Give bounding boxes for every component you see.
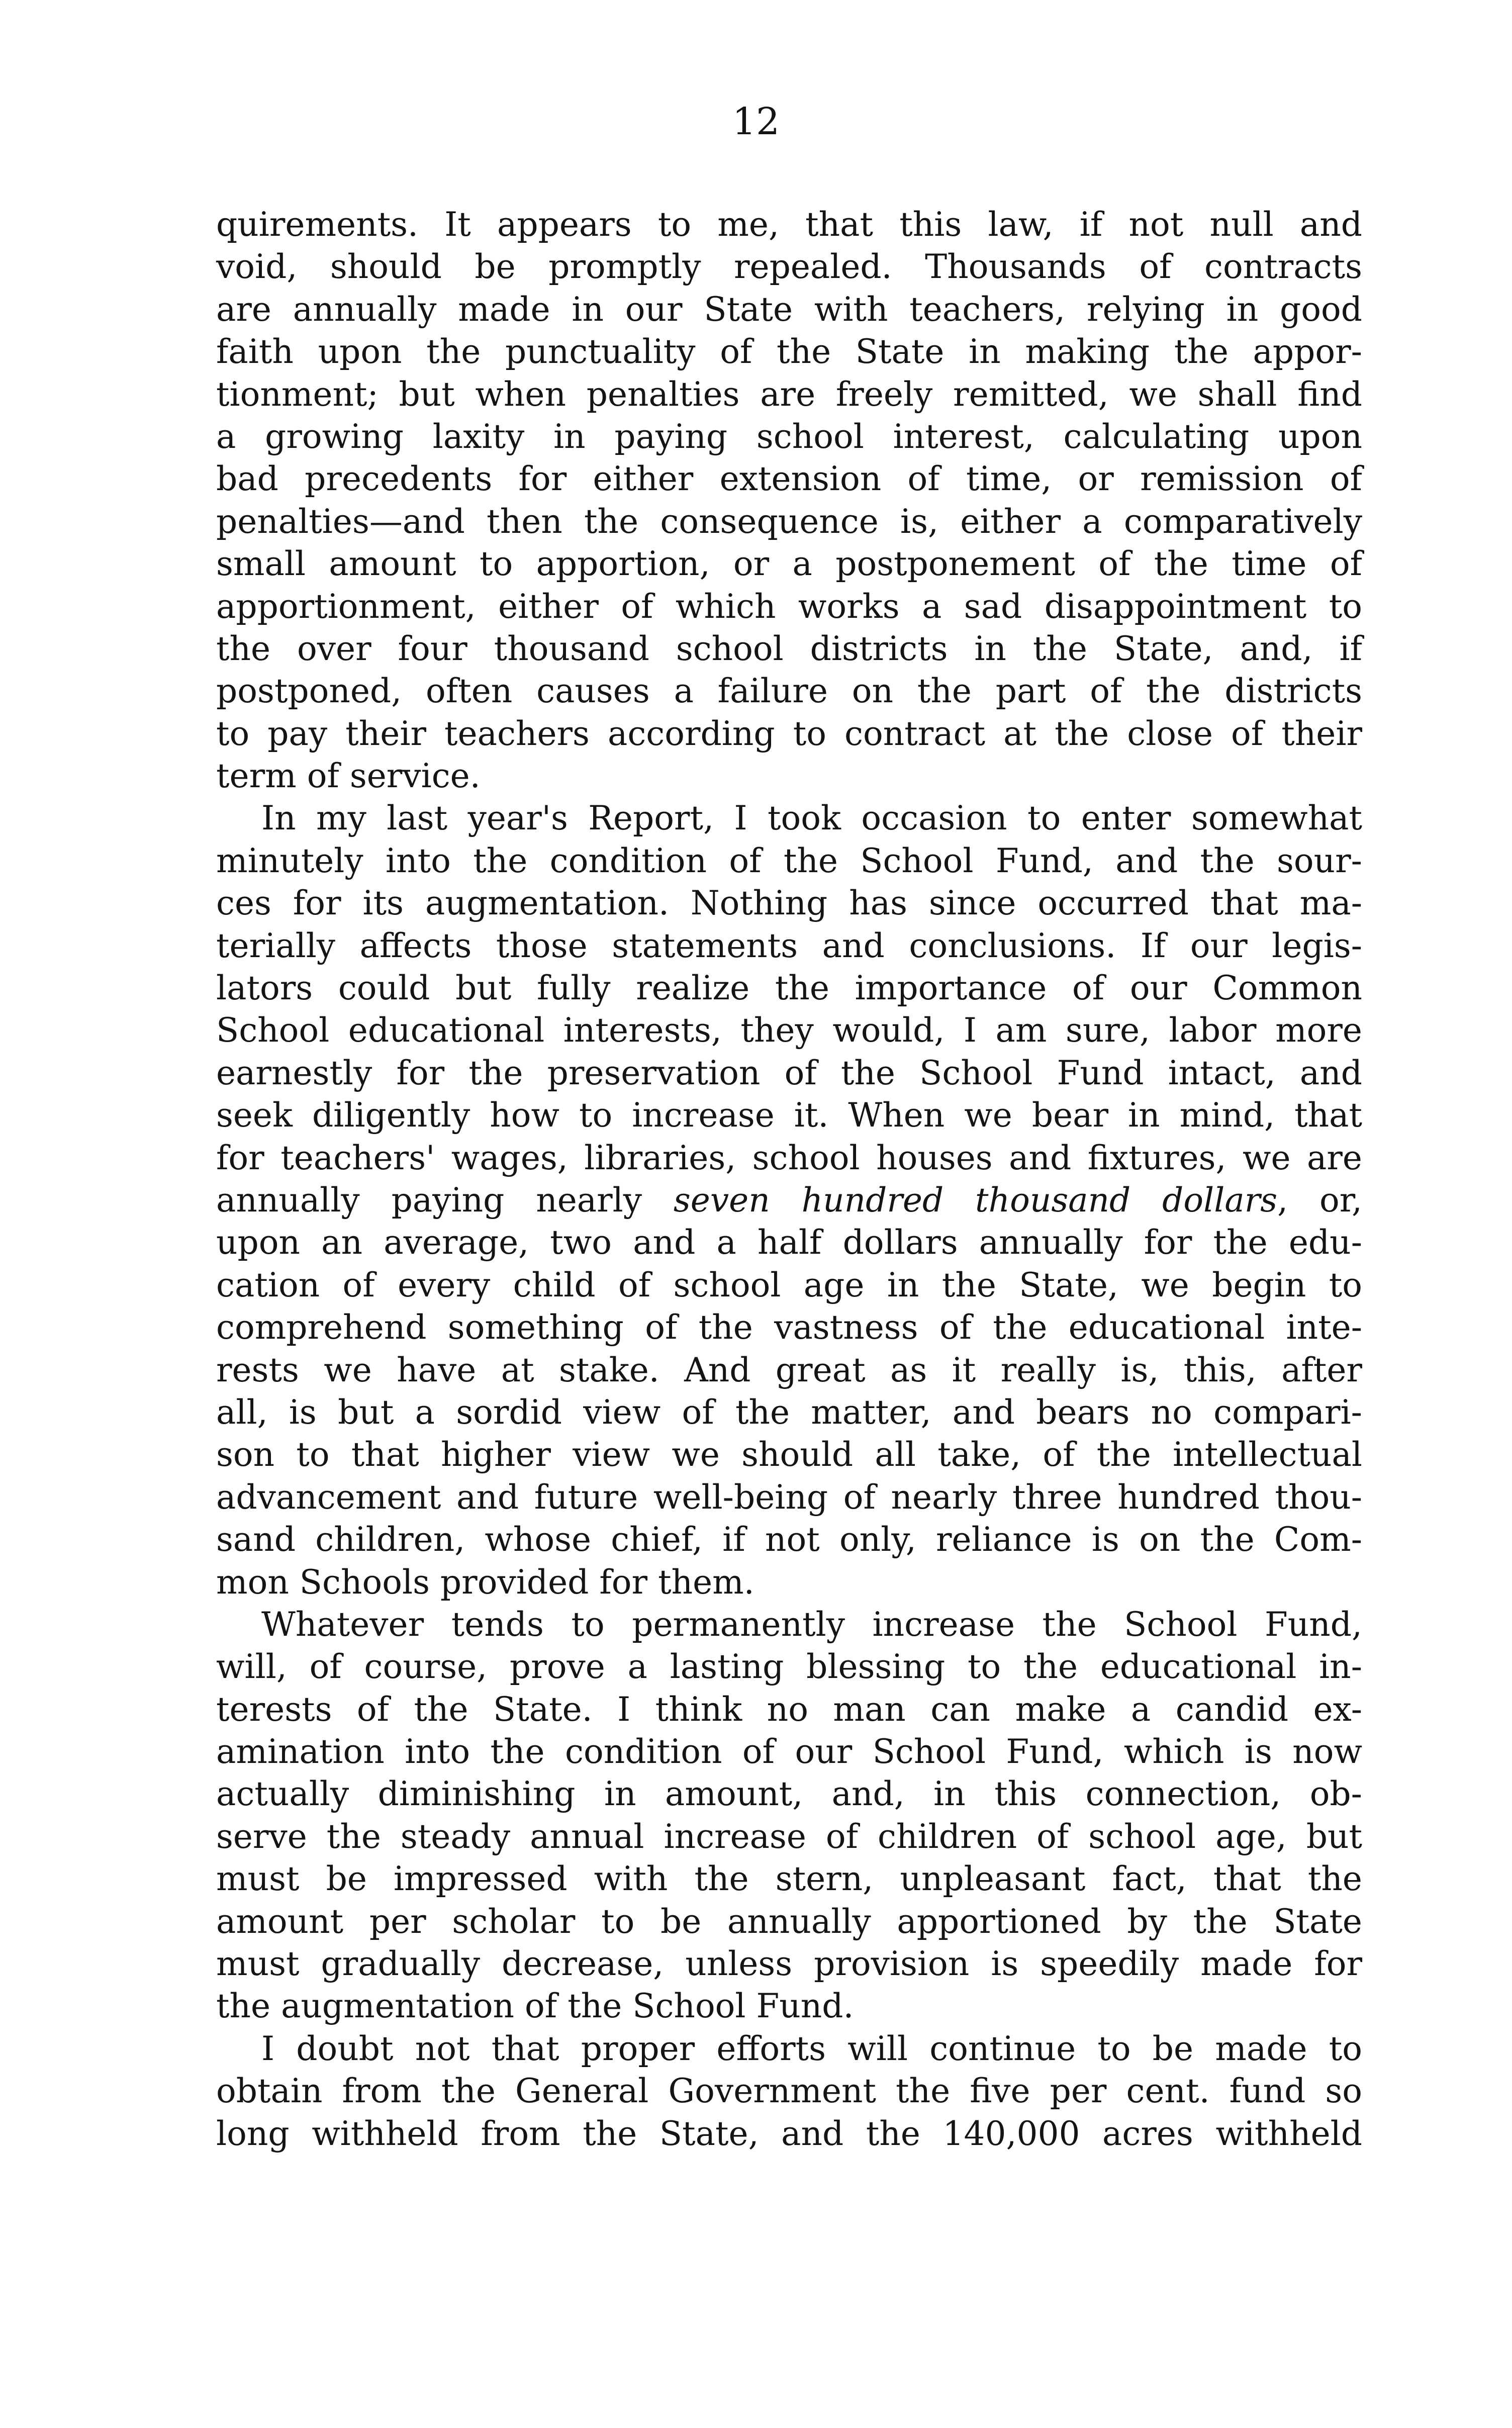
text-line: seek diligently how to increase it. When we bear in mind, that	[216, 1096, 1362, 1135]
text-line: the augmentation of the School Fund.	[216, 1987, 854, 2026]
page-number: 12	[732, 100, 780, 143]
text-line	[216, 1179, 1362, 1222]
text-line: son to that higher view we should all take, of the intellectual	[216, 1435, 1362, 1474]
text-line: term of service.	[216, 757, 481, 796]
text-line: terests of the State. I think no man can make a candid ex-	[216, 1690, 1362, 1729]
text-line: void, should be promptly repealed. Thousands of contracts	[216, 247, 1362, 287]
body-text	[216, 204, 1362, 2155]
text-line: minutely into the condition of the School Fund, and the sour-	[216, 841, 1362, 880]
text-line: ces for its augmentation. Nothing has since occurred that ma-	[216, 884, 1362, 923]
text-line: bad precedents for either extension of time, or remission of	[216, 459, 1362, 499]
text-line: actually diminishing in amount, and, in this connection, ob-	[216, 1775, 1362, 1814]
text-line: apportionment, either of which works a sad disappointment to	[216, 587, 1362, 626]
text-line: to pay their teachers according to contract at the close of their	[216, 714, 1362, 753]
text-run: , or,	[1277, 1180, 1362, 1220]
text-line: amination into the condition of our School Fund, which is now	[216, 1732, 1362, 1771]
text-line: earnestly for the preservation of the School Fund intact, and	[216, 1053, 1362, 1092]
text-line: must gradually decrease, unless provision is speedily made for	[216, 1944, 1362, 1984]
text-line: lators could but fully realize the importance of our Common	[216, 969, 1362, 1008]
text-line: quirements. It appears to me, that this law, if not null and	[216, 205, 1362, 244]
text-line: upon an average, two and a half dollars annually for the edu-	[216, 1223, 1362, 1262]
text-line: tionment; but when penalties are freely remitted, we shall find	[216, 375, 1362, 414]
text-line: faith upon the punctuality of the State in making the appor-	[216, 332, 1362, 371]
text-line: all, is but a sordid view of the matter, and bears no compari-	[216, 1392, 1362, 1432]
text-line: advancement and future well-being of nearly three hundred thou-	[216, 1477, 1362, 1517]
text-line: are annually made in our State with teachers, relying in good	[216, 290, 1362, 329]
text-line: School educational interests, they would, I am sure, labor more	[216, 1011, 1362, 1050]
text-line: I doubt not that proper efforts will continue to be made to	[261, 2029, 1362, 2068]
text-line: terially affects those statements and conclusions. If our legis-	[216, 926, 1362, 965]
text-line: Whatever tends to permanently increase the School Fund,	[261, 1605, 1362, 1644]
text-line: must be impressed with the stern, unpleasant fact, that the	[216, 1859, 1362, 1899]
text-run: annually paying nearly	[216, 1180, 674, 1220]
text-line: sand children, whose chief, if not only, reliance is on the Com-	[216, 1520, 1362, 1559]
text-line: penalties—and then the consequence is, either a comparatively	[216, 502, 1362, 541]
text-line: for teachers' wages, libraries, school houses and fixtures, we are	[216, 1138, 1362, 1177]
text-line: mon Schools provided for them.	[216, 1562, 754, 1602]
emphasized-amount: seven hundred thousand dollars	[673, 1180, 1278, 1220]
text-line: postponed, often causes a failure on the part of the districts	[216, 672, 1362, 711]
text-line: the over four thousand school districts in the State, and, if	[216, 629, 1362, 668]
text-line: In my last year's Report, I took occasion to enter somewhat	[261, 799, 1362, 838]
text-line: comprehend something of the vastness of the educational inte-	[216, 1308, 1362, 1347]
text-line: serve the steady annual increase of children of school age, but	[216, 1817, 1362, 1856]
text-line: cation of every child of school age in the State, we begin to	[216, 1265, 1362, 1304]
text-line: obtain from the General Government the five per cent. fund so	[216, 2072, 1362, 2111]
text-line: small amount to apportion, or a postponement of the time of	[216, 544, 1362, 584]
text-line: rests we have at stake. And great as it really is, this, after	[216, 1350, 1362, 1389]
text-line: a growing laxity in paying school interest, calculating upon	[216, 417, 1362, 456]
text-line: amount per scholar to be annually apportioned by the State	[216, 1902, 1362, 1941]
text-line: will, of course, prove a lasting blessing to the educational in-	[216, 1647, 1362, 1687]
text-line: long withheld from the State, and the 140,000 acres withheld	[216, 2114, 1362, 2153]
